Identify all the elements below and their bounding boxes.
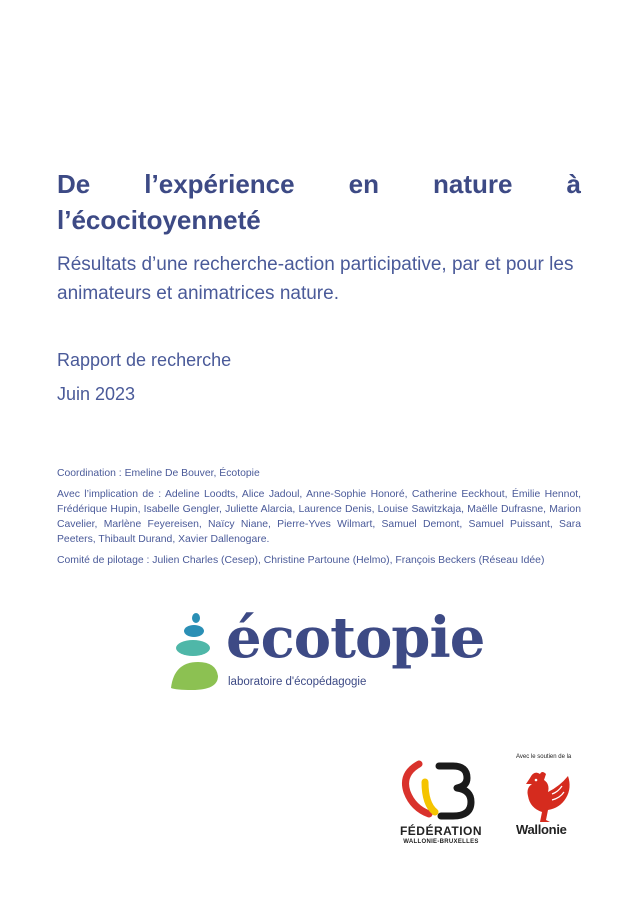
ecotopie-logo: [168, 605, 485, 696]
stone-second: [184, 625, 204, 637]
wallonie-logo: [512, 754, 582, 844]
report-type: Rapport de recherche: [57, 350, 232, 370]
fwb-emblem-icon: [395, 760, 487, 822]
document-title: [57, 166, 581, 238]
document-subtitle: Résultats d’une recherche-action participative, par et pour les animateurs et animatrices nature.: [57, 254, 574, 304]
stone-third: [176, 640, 210, 656]
coordination-text: Coordination : Emeline De Bouver, Écotopie: [57, 468, 260, 479]
steering-committee-text: Comité de pilotage : Julien Charles (Cesep), Christine Partoune (Helmo), François Beckers (Réseau Idée): [57, 555, 545, 566]
fwb-subtitle: WALLONIE-BRUXELLES: [403, 839, 479, 845]
wallonie-support-text: Avec le soutien de la: [516, 754, 572, 760]
stone-top: [192, 613, 200, 623]
ecotopie-stones-icon: [168, 612, 224, 692]
federation-wallonie-bruxelles-logo: [395, 760, 487, 850]
credits-block: [57, 466, 581, 574]
rooster-icon: [516, 768, 576, 824]
fwb-name: FÉDÉRATION: [399, 824, 483, 838]
title-line-2: l’écocitoyenneté: [57, 205, 261, 235]
title-line-1: De l’expérience en nature à: [57, 169, 581, 199]
involvement-text: Avec l’implication de : Adeline Loodts, Alice Jadoul, Anne-Sophie Honoré, Catherine Eeckhout, Émilie Hennot, Frédérique Hupin, Isabelle Gengler, Juliette Alarcia, Laurence Denis, Louise Sawitzkaja, Maëlle Dufrasne, Marion Cavelier, Marlène Feyereisen, Naïcy Niane, Pierre-Yves Wilmart, Samuel Demont, Samuel Puissant, Sara Peeters, Thibault Durand, Xavier Dallenogare.: [57, 489, 581, 545]
report-date: Juin 2023: [57, 384, 136, 404]
ecotopie-wordmark: écotopie: [226, 605, 485, 671]
ecotopie-tagline: laboratoire d'écopédagogie: [228, 676, 367, 688]
wallonie-name: Wallonie: [516, 822, 567, 837]
stone-base: [171, 662, 218, 690]
